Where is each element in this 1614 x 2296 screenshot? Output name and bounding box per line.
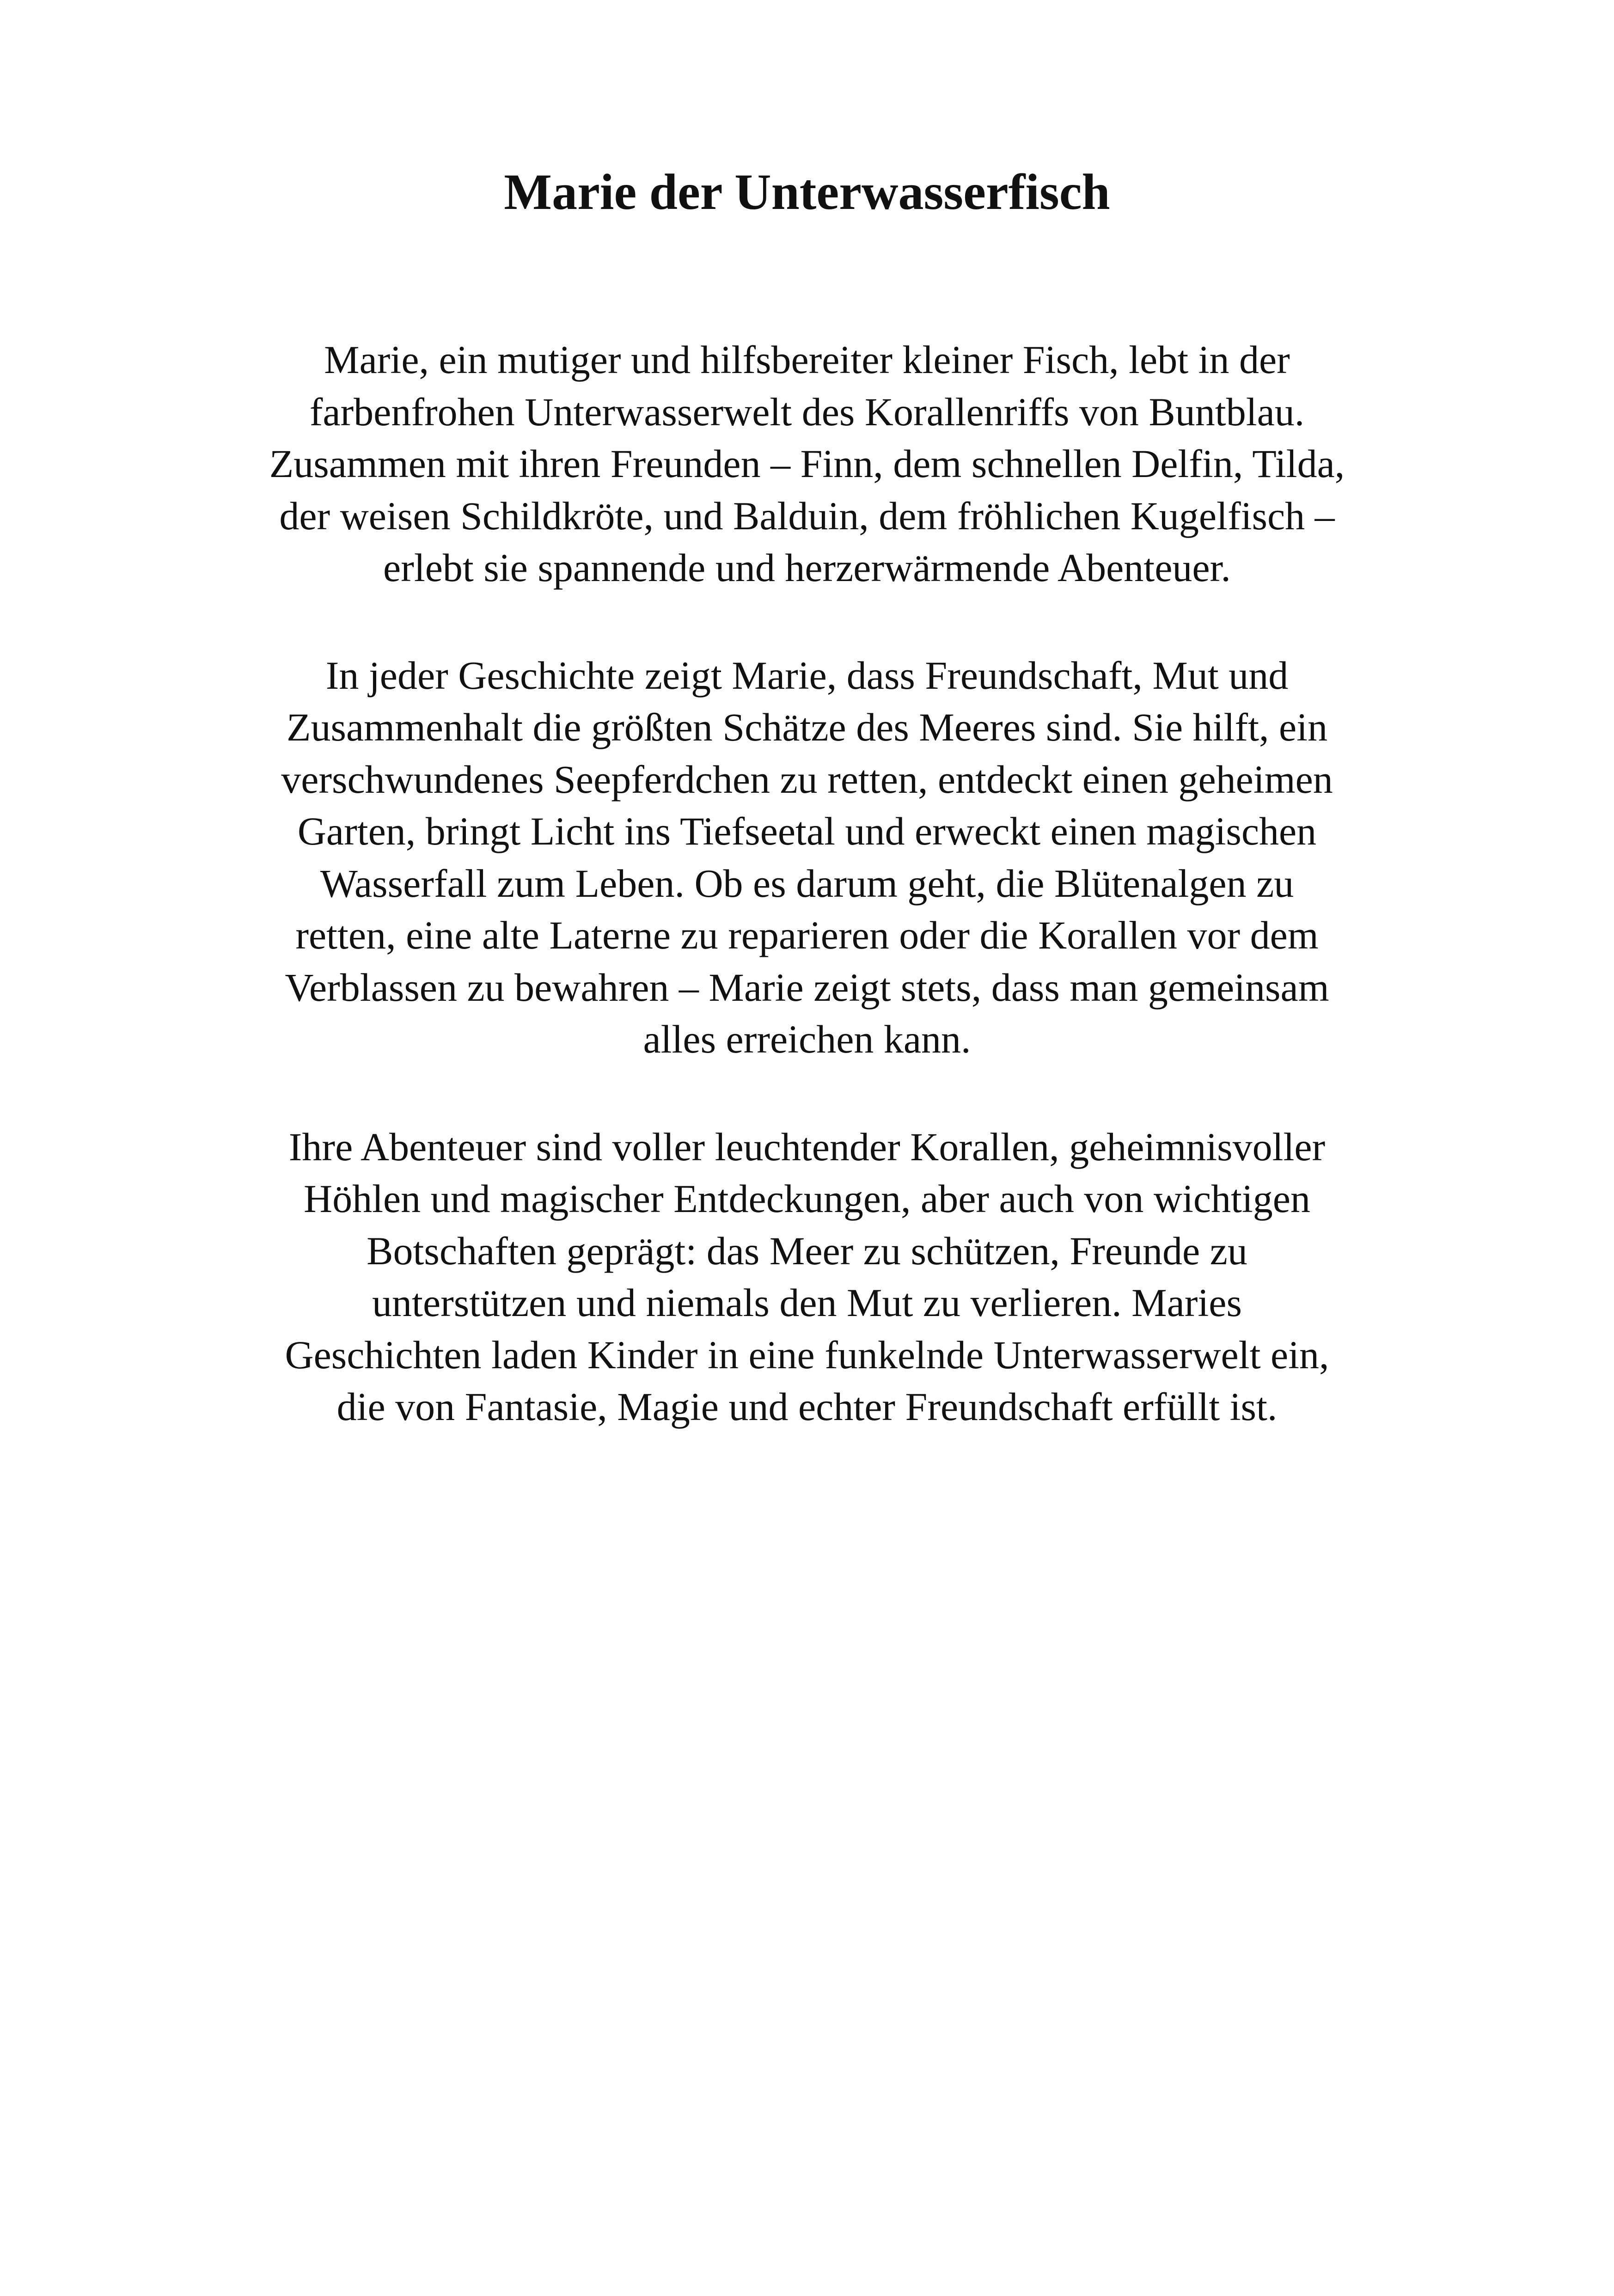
text-line: Verblassen zu bewahren – Marie zeigt stets, dass man gemeinsam	[285, 965, 1329, 1010]
text-line: Marie, ein mutiger und hilfsbereiter kleiner Fisch, lebt in der	[324, 337, 1290, 382]
text-line: alles erreichen kann.	[643, 1017, 971, 1061]
text-line: In jeder Geschichte zeigt Marie, dass Freundschaft, Mut und	[325, 653, 1289, 698]
text-line: Zusammenhalt die größten Schätze des Meeres sind. Sie hilft, ein	[286, 705, 1328, 749]
paragraph-3	[176, 1121, 1438, 1433]
text-line: Garten, bringt Licht ins Tiefseetal und erweckt einen magischen	[297, 809, 1317, 853]
text-line: Botschaften geprägt: das Meer zu schützen, Freunde zu	[367, 1228, 1247, 1273]
text-line: unterstützen und niemals den Mut zu verlieren. Maries	[372, 1280, 1242, 1325]
text-line: Ihre Abenteuer sind voller leuchtender Korallen, geheimnisvoller	[288, 1124, 1326, 1169]
text-line: Geschichten laden Kinder in eine funkelnde Unterwasserwelt ein,	[285, 1332, 1329, 1377]
text-line: retten, eine alte Laterne zu reparieren oder die Korallen vor dem	[295, 913, 1319, 957]
text-line: der weisen Schildkröte, und Balduin, dem fröhlichen Kugelfisch –	[279, 493, 1335, 538]
body-text	[176, 334, 1438, 1488]
paragraph-1	[176, 334, 1438, 594]
text-line: Zusammen mit ihren Freunden – Finn, dem schnellen Delfin, Tilda,	[269, 441, 1345, 486]
text-line: erlebt sie spannende und herzerwärmende Abenteuer.	[383, 545, 1231, 590]
text-line: verschwundenes Seepferdchen zu retten, entdeckt einen geheimen	[281, 757, 1333, 802]
text-line: Höhlen und magischer Entdeckungen, aber auch von wichtigen	[304, 1176, 1310, 1221]
paragraph-2	[176, 649, 1438, 1065]
page-title: Marie der Unterwasserfisch	[504, 164, 1110, 220]
text-line: farbenfrohen Unterwasserwelt des Korallenriffs von Buntblau.	[309, 389, 1305, 434]
text-line: die von Fantasie, Magie und echter Freundschaft erfüllt ist.	[336, 1384, 1278, 1429]
text-line: Wasserfall zum Leben. Ob es darum geht, die Blütenalgen zu	[320, 861, 1294, 906]
